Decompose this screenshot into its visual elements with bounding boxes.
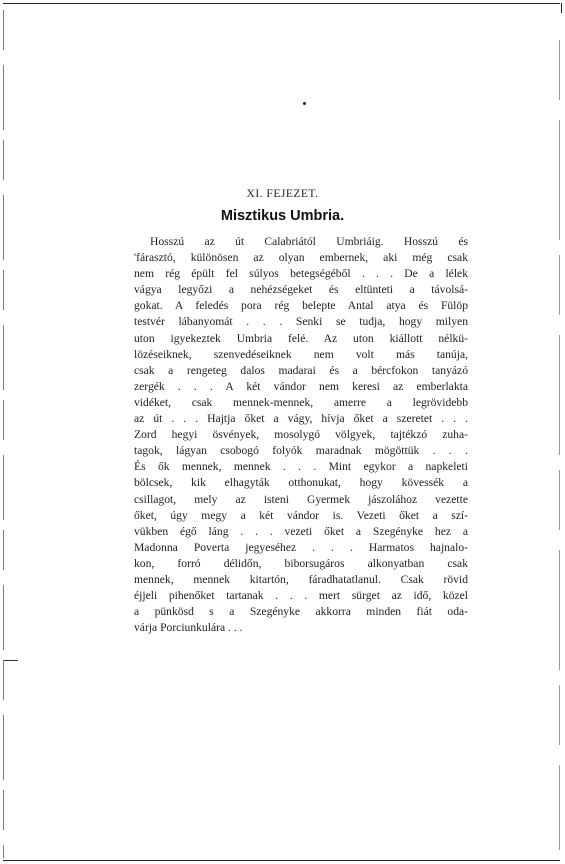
text-line: bölcsek, kik elhagyták otthonukat, hogy kövessék a — [134, 476, 468, 490]
text-line: várja Porciunkulára . . . — [134, 621, 243, 635]
text-line: 'fárasztó, különösen az olyan embernek, aki még csak — [134, 251, 468, 265]
chapter-body-text — [134, 234, 468, 636]
left-margin-tick — [4, 660, 18, 661]
text-line: csak a rengeteg dalos madarai és a bércfokon tanyázó — [134, 363, 468, 377]
text-line: Madonna Poverta jegyeséhez . . . Harmatos hajnalo- — [134, 540, 468, 554]
text-line: az út . . . Hajtja őket a vágy, hívja őket a szeretet . . . — [134, 412, 468, 426]
text-line: csillagot, mely az isteni Gyermek jászolához vezette — [134, 492, 468, 506]
corner-mark — [551, 3, 562, 13]
text-line: És ők mennek, mennek . . . Mint egykor a napkeleti — [134, 460, 468, 474]
text-line: gokat. A feledés pora rég belepte Antal atya és Fülöp — [134, 299, 468, 313]
text-line: vidéket, csak mennek-mennek, amerre a legrövidebb — [134, 395, 468, 409]
text-line: testvér lábanyomát . . . Senki se tudja, hogy milyen — [134, 315, 468, 329]
text-line: vágya legyőzi a nehézségeket és eltünteti a távolsá- — [134, 283, 468, 297]
chapter-label: XI. FEJEZET. — [246, 188, 319, 200]
text-line: vükben égő láng . . . vezeti őket a Szegényke hez a — [134, 524, 468, 538]
text-line: Zord hegyi ösvények, mosolygó völgyek, tajtékzó zuha- — [134, 428, 468, 442]
chapter-title: Misztikus Umbria. — [220, 208, 345, 224]
right-edge-line — [559, 40, 560, 850]
ink-speck — [303, 102, 306, 105]
text-line: mennek, mennek kitartón, fáradhatatlanul. Csak rövid — [134, 572, 468, 586]
text-line: zergék . . . A két vándor nem keresi az emberlakta — [134, 379, 468, 393]
text-line: éjjeli pihenőket tartanak . . . mert sürget az idő, közel — [134, 589, 468, 603]
text-line: kon, forró délidőn, biborsugáros alkonyatban csak — [134, 556, 468, 570]
text-line: tagok, lágyan csobogó folyók maradnak mögöttük . . . — [134, 444, 468, 458]
text-line: őket, úgy megy a két vándor is. Vezeti őket a szí- — [134, 508, 468, 522]
text-line: uton igyekeztek Umbria felé. Az uton kiállott nélkü- — [134, 331, 468, 345]
text-line: a pünkösd s a Szegényke akkorra minden fiát oda- — [134, 605, 468, 619]
text-line: lözéseiknek, szenvedéseiknek nem volt más tanúja, — [134, 347, 468, 361]
text-line: Hosszú az út Calabriától Umbriáig. Hosszú és — [150, 235, 468, 248]
left-edge-line — [3, 10, 4, 858]
text-line: nem rég épült fel súlyos betegségéből . . . De a lélek — [134, 267, 468, 281]
